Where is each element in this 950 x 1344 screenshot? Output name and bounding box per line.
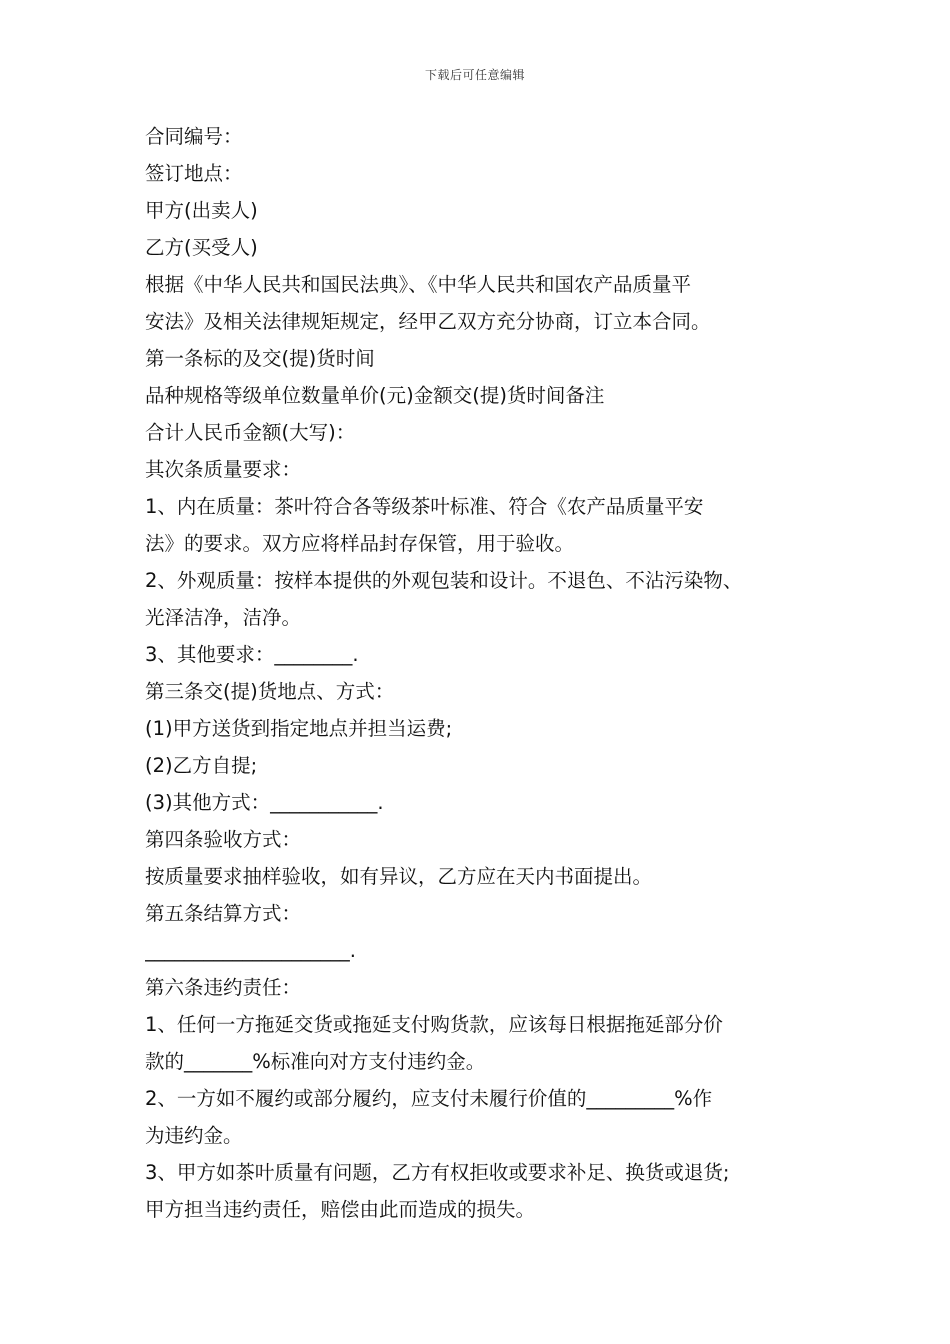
quality-item-2-line-2: 光泽洁净，洁净。 [145,606,302,629]
quality-item-3: 3、其他要求：________. [145,643,359,666]
contract-body [145,118,835,1228]
preamble-line-1: 根据《中华人民共和国民法典》、《中华人民共和国农产品质量平 [145,273,692,296]
quality-item-1-line-1: 1、内在质量：茶叶符合各等级茶叶标准、符合《农产品质量平安 [145,495,704,518]
liability-item-3-line-2: 甲方担当违约责任，赔偿由此而造成的损失。 [145,1198,536,1221]
delivery-option-1: (1)甲方送货到指定地点并担当运费; [145,717,453,740]
quality-item-1-line-2: 法》的要求。双方应将样品封存保管，用于验收。 [145,532,575,555]
article-4-heading: 第四条验收方式： [145,828,302,851]
quality-item-2-line-1: 2、外观质量：按样本提供的外观包装和设计。不退色、不沾污染物、 [145,569,743,592]
page-header-note: 下载后可任意编辑 [424,68,525,82]
liability-item-1-line-1: 1、任何一方拖延交货或拖延支付购货款，应该每日根据拖延部分价 [145,1013,723,1036]
liability-item-1-line-2: 款的_______%标准向对方支付违约金。 [145,1050,486,1073]
acceptance-method-line: 按质量要求抽样验收，如有异议，乙方应在天内书面提出。 [145,865,653,888]
liability-item-3-line-1: 3、甲方如茶叶质量有问题，乙方有权拒收或要求补足、换货或退货; [145,1161,730,1184]
contract-number-line: 合同编号： [145,125,243,148]
settlement-blank-line: _____________________. [145,939,356,962]
preamble-line-2: 安法》及相关法律规矩规定，经甲乙双方充分协商，订立本合同。 [145,310,711,333]
signing-place-line: 签订地点： [145,162,243,185]
party-b-line: 乙方(买受人) [145,236,258,259]
delivery-option-2: (2)乙方自提; [145,754,258,777]
article-1-heading: 第一条标的及交(提)货时间 [145,347,375,370]
article-1-columns: 品种规格等级单位数量单价(元)金额交(提)货时间备注 [145,384,605,407]
article-5-heading: 第五条结算方式： [145,902,302,925]
delivery-option-3: (3)其他方式：___________. [145,791,384,814]
article-3-heading: 第三条交(提)货地点、方式： [145,680,395,703]
total-amount-line: 合计人民币金额(大写)： [145,421,356,444]
liability-item-2-line-2: 为违约金。 [145,1124,243,1147]
article-2-heading: 其次条质量要求： [145,458,302,481]
liability-item-2-line-1: 2、一方如不履约或部分履约，应支付未履行价值的_________%作 [145,1087,713,1110]
article-6-heading: 第六条违约责任： [145,976,302,999]
party-a-line: 甲方(出卖人) [145,199,258,222]
